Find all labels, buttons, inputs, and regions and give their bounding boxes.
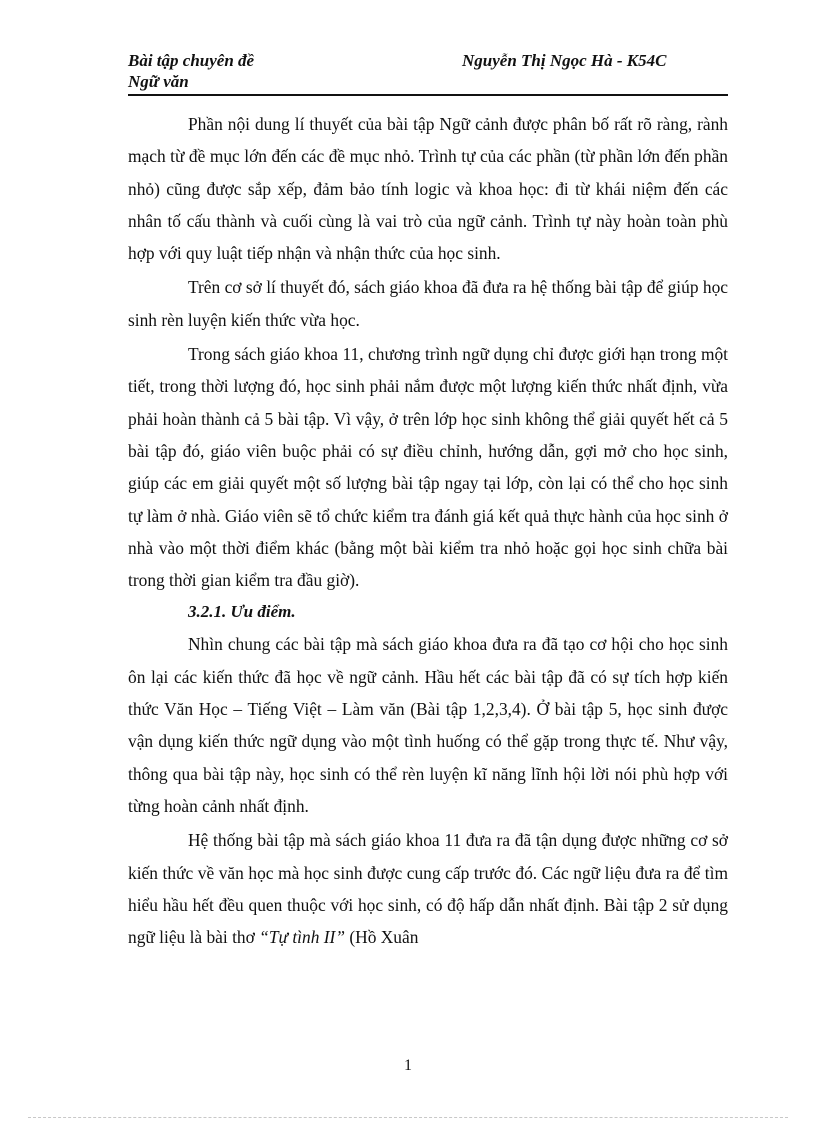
document-body bbox=[128, 108, 728, 953]
paragraph-4: Nhìn chung các bài tập mà sách giáo khoa đưa ra đã tạo cơ hội cho học sinh ôn lại các kiến thức đã học về ngữ cảnh. Hầu hết các bài tập đã có sự tích hợp kiến thức Văn Học – Tiếng Việt – Làm văn (Bài tập 1,2,3,4). Ở bài tập 5, học sinh được vận dụng kiến thức ngữ dụng vào một tình huống có thể gặp trong thực tế. Như vậy, thông qua bài tập này, học sinh có thể rèn luyện kĩ năng lĩnh hội lời nói phù hợp với từng hoàn cảnh nhất định. bbox=[128, 634, 728, 816]
paragraph-3: Trong sách giáo khoa 11, chương trình ngữ dụng chỉ được giới hạn trong một tiết, trong thời lượng đó, học sinh phải nắm được một lượng kiến thức nhất định, vừa phải hoàn thành cả 5 bài tập. Vì vậy, ở trên lớp học sinh không thể giải quyết hết cả 5 bài tập đó, giáo viên buộc phải có sự điều chỉnh, hướng dẫn, gợi mở cho học sinh, giúp các em giải quyết một số lượng bài tập ngay tại lớp, còn lại có thể cho học sinh tự làm ở nhà. Giáo viên sẽ tổ chức kiểm tra đánh giá kết quả thực hành của học sinh ở nhà vào một thời điểm khác (bằng một bài kiểm tra nhỏ hoặc gọi học sinh chữa bài trong thời gian kiểm tra đầu giờ). bbox=[128, 344, 728, 591]
page-number: 1 bbox=[404, 1057, 412, 1074]
page-header bbox=[128, 50, 728, 96]
poem-title: “Tự tình II” bbox=[259, 927, 345, 948]
header-subject-line1: Bài tập chuyên đề bbox=[128, 51, 255, 70]
paragraph-5-tail: (Hồ Xuân bbox=[345, 927, 419, 948]
header-subject bbox=[128, 50, 254, 92]
paragraph-5-text: Hệ thống bài tập mà sách giáo khoa 11 đưa ra đã tận dụng được những cơ sở kiến thức về văn học mà học sinh được cung cấp trước đó. Các ngữ liệu đưa ra để tìm hiểu hầu hết đều quen thuộc với học sinh, có độ hấp dẫn nhất định. Bài tập 2 sử dụng ngữ liệu là bài thơ bbox=[128, 830, 728, 948]
header-author: Nguyễn Thị Ngọc Hà - K54C bbox=[462, 51, 667, 70]
paragraph-1: Phần nội dung lí thuyết của bài tập Ngữ cảnh được phân bố rất rõ ràng, rành mạch từ đề mục lớn đến các đề mục nhỏ. Trình tự của các phần (từ phần lớn đến phần nhỏ) cũng được sắp xếp, đảm bảo tính logic và khoa học: đi từ khái niệm đến các nhân tố cấu thành và cuối cùng là vai trò của ngữ cảnh. Trình tự này hoàn toàn phù hợp với quy luật tiếp nhận và nhận thức của học sinh. bbox=[128, 114, 728, 264]
paragraph-5 bbox=[128, 824, 728, 953]
page-bottom-divider bbox=[28, 1117, 788, 1118]
header-rule bbox=[128, 94, 728, 96]
paragraph-2: Trên cơ sở lí thuyết đó, sách giáo khoa đã đưa ra hệ thống bài tập để giúp học sinh rèn luyện kiến thức vừa học. bbox=[128, 277, 728, 330]
section-heading: 3.2.1. Ưu điểm. bbox=[188, 602, 296, 622]
header-subject-line2: Ngữ văn bbox=[128, 72, 189, 91]
